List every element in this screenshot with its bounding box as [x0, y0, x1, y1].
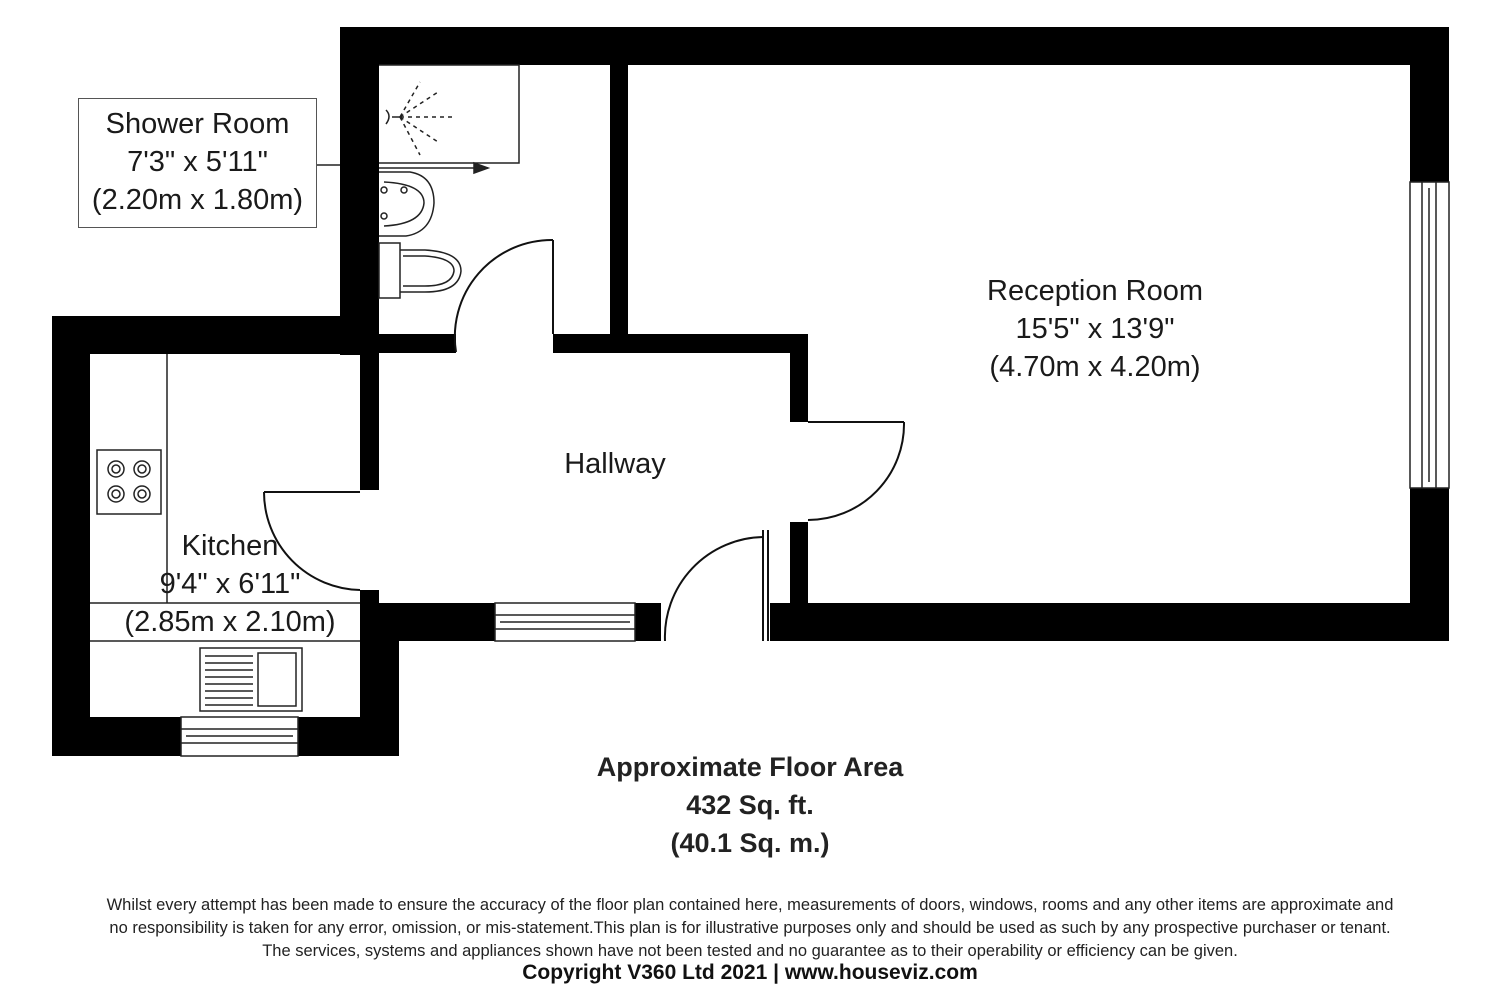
kitchen-wall-left — [52, 316, 90, 756]
hallway-window — [495, 603, 635, 641]
hallway-label — [515, 445, 715, 483]
shower-tray — [379, 65, 519, 173]
reception-window — [1410, 182, 1449, 488]
entrance-door — [665, 530, 768, 641]
reception-wall-left-lower — [790, 522, 808, 614]
hallway-wall-bottom-left — [360, 603, 495, 641]
reception-room-metric: (4.70m x 4.20m) — [989, 351, 1201, 383]
toilet — [379, 243, 461, 298]
reception-room-name: Reception Room — [987, 275, 1203, 307]
reception-wall-bottom — [770, 603, 1449, 641]
wash-basin — [379, 172, 434, 236]
shower-room-metric: (2.20m x 1.80m) — [91, 184, 304, 216]
floor-area-heading: Approximate Floor Area — [596, 752, 904, 782]
hallway-wall-top-right — [553, 334, 808, 353]
floor-area-imperial: 432 Sq. ft. — [686, 790, 814, 820]
reception-wall-top — [340, 27, 1449, 65]
kitchen-wall-right-lower — [360, 641, 399, 756]
disclaimer-line: no responsibility is taken for any error, omission, or mis-statement.This plan is for illustrative purposes only and should be used as such by any prospective purchaser or tenant. — [109, 919, 1391, 937]
disclaimer-line: The services, systems and appliances shown have not been tested and no guarantee as to their operability or efficiency can be given. — [262, 942, 1238, 960]
shower-wall-left — [340, 27, 379, 355]
kitchen-wall-top — [52, 316, 360, 354]
shower-room-label — [78, 98, 317, 228]
shower-room-name: Shower Room — [105, 108, 290, 140]
hob — [97, 450, 161, 514]
kitchen-sink — [200, 648, 302, 711]
copyright: Copyright V360 Ltd 2021 | www.houseviz.com — [522, 961, 978, 984]
shower-reception-partition — [610, 27, 628, 334]
kitchen-hallway-wall-upper — [360, 334, 379, 490]
hallway-name: Hallway — [564, 448, 666, 480]
reception-room-label — [945, 272, 1245, 386]
hallway-wall-bottom-right — [635, 603, 661, 641]
disclaimer — [30, 894, 1470, 963]
reception-room-imperial: 15'5" x 13'9" — [1015, 313, 1175, 345]
kitchen-imperial: 9'4" x 6'11" — [159, 568, 301, 600]
reception-wall-right-upper — [1410, 27, 1449, 182]
kitchen-wall-bottom-left — [52, 717, 181, 756]
kitchen-label — [110, 527, 350, 641]
reception-door — [808, 422, 904, 520]
floor-area-summary — [500, 748, 1000, 862]
shower-room-imperial: 7'3" x 5'11" — [127, 146, 268, 178]
kitchen-name: Kitchen — [181, 530, 279, 562]
floor-area-metric: (40.1 Sq. m.) — [670, 828, 830, 858]
kitchen-metric: (2.85m x 2.10m) — [124, 606, 336, 638]
disclaimer-line: Whilst every attempt has been made to ensure the accuracy of the floor plan contained here, measurements of doors, windows, rooms and any other items are approximate and — [106, 896, 1394, 914]
shower-door — [455, 240, 553, 352]
kitchen-window — [181, 717, 298, 756]
